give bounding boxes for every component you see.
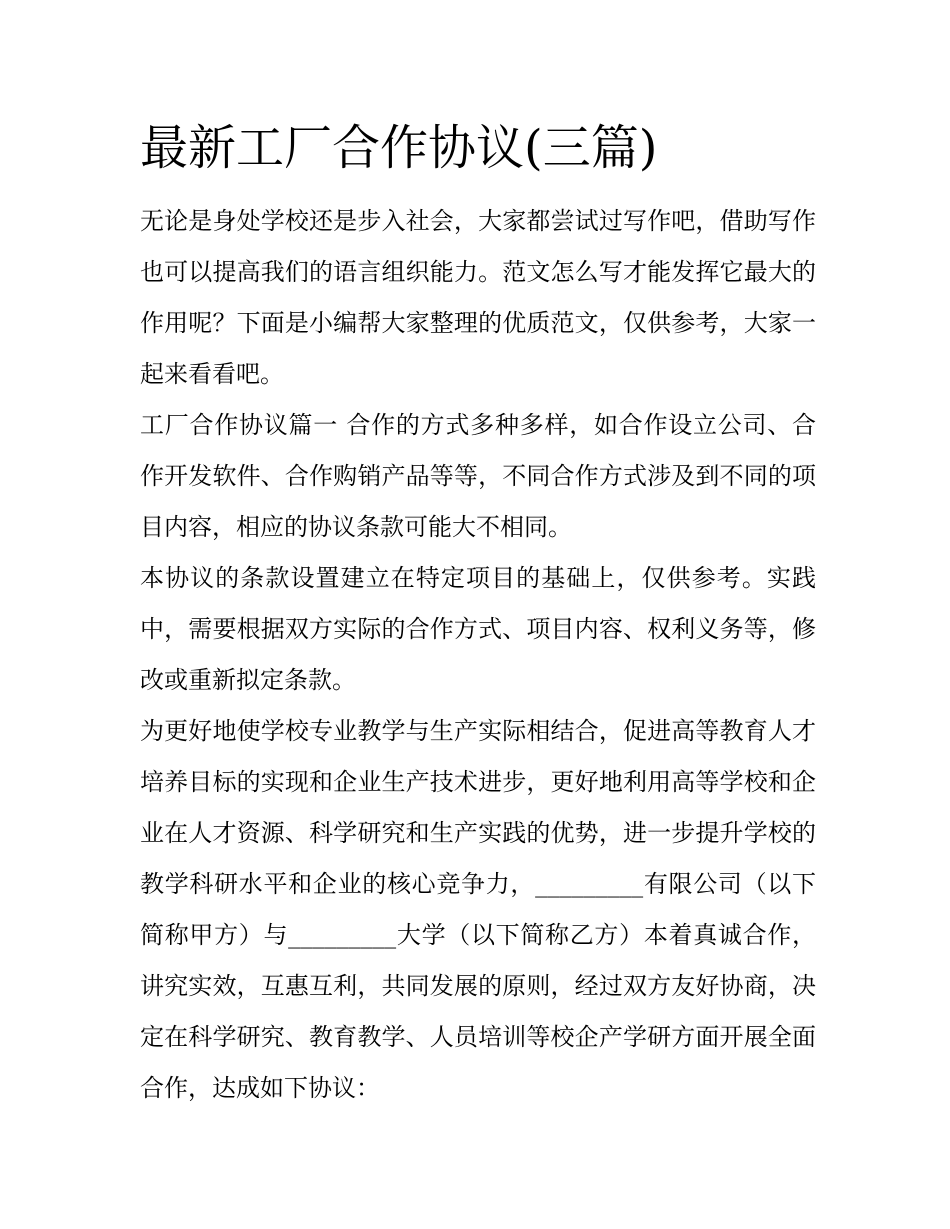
paragraph-cooperation-methods: 工厂合作协议篇一 合作的方式多种多样，如合作设立公司、合作开发软件、合作购销产品等等，不同合作方式涉及到不同的项目内容，相应的协议条款可能大不相同。 [140, 411, 816, 541]
document-body [140, 196, 816, 1114]
document-title: 最新工厂合作协议(三篇) [140, 120, 658, 176]
paragraph-agreement-purpose: 为更好地使学校专业教学与生产实际相结合，促进高等教育人才培养目标的实现和企业生产技术进步，更好地利用高等学校和企业在人才资源、科学研究和生产实践的优势，进一步提升学校的教学科研水平和企业的核心竞争力，_________有限公司（以下简称甲方）与_________大学（以下简称乙方）本着真诚合作，讲究实效，互惠互利，共同发展的原则，经过双方友好协商，决定在科学研究、教育教学、人员培训等校企产学研方面开展全面合作，达成如下协议： [140, 717, 816, 1102]
paragraph-clause-note: 本协议的条款设置建立在特定项目的基础上，仅供参考。实践中，需要根据双方实际的合作方式、项目内容、权利义务等，修改或重新拟定条款。 [140, 564, 816, 694]
paragraph-intro: 无论是身处学校还是步入社会，大家都尝试过写作吧，借助写作也可以提高我们的语言组织能力。范文怎么写才能发挥它最大的作用呢？下面是小编帮大家整理的优质范文，仅供参考，大家一起来看看吧。 [140, 207, 816, 388]
